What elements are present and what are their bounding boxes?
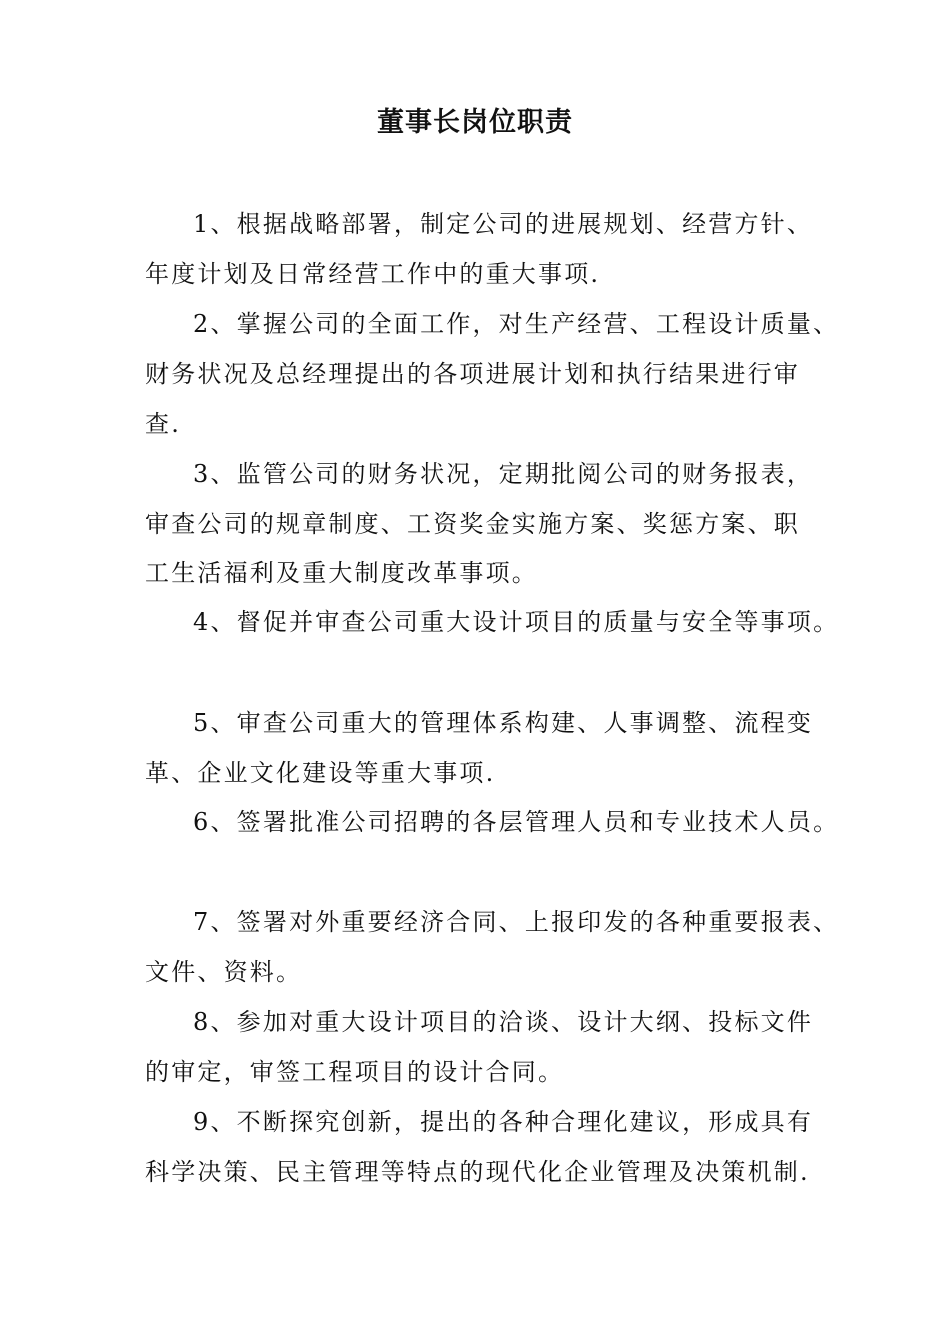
duty-item-2-line-3: 查. [145, 410, 182, 438]
duty-item-9-line-1: 9、不断探究创新，提出的各种合理化建议，形成具有 [193, 1108, 814, 1136]
duty-item-1-line-1: 1、根据战略部署，制定公司的进展规划、经营方针、 [193, 210, 814, 238]
duty-item-4-line-1: 4、督促并审查公司重大设计项目的质量与安全等事项。 [193, 608, 840, 636]
duty-item-6-line-1: 6、签署批准公司招聘的各层管理人员和专业技术人员。 [193, 808, 840, 836]
duty-item-8-line-2: 的审定，审签工程项目的设计合同。 [145, 1058, 565, 1086]
duty-item-9-line-2: 科学决策、民主管理等特点的现代化企业管理及决策机制. [145, 1158, 810, 1186]
duty-item-1-line-2: 年度计划及日常经营工作中的重大事项. [145, 260, 601, 288]
duty-item-2-line-1: 2、掌握公司的全面工作，对生产经营、工程设计质量、 [193, 310, 840, 338]
duty-item-8-line-1: 8、参加对重大设计项目的洽谈、设计大纲、投标文件 [193, 1008, 814, 1036]
duty-item-3-line-1: 3、监管公司的财务状况，定期批阅公司的财务报表， [193, 460, 814, 488]
duty-item-5-line-1: 5、审查公司重大的管理体系构建、人事调整、流程变 [193, 709, 814, 737]
duty-item-2-line-2: 财务状况及总经理提出的各项进展计划和执行结果进行审 [145, 360, 800, 388]
document-title: 董事长岗位职责 [377, 107, 573, 138]
duty-item-3-line-2: 审查公司的规章制度、工资奖金实施方案、奖惩方案、职 [145, 510, 800, 538]
duty-item-7-line-1: 7、签署对外重要经济合同、上报印发的各种重要报表、 [193, 908, 840, 936]
duty-item-3-line-3: 工生活福利及重大制度改革事项。 [145, 559, 538, 587]
duty-item-7-line-2: 文件、资料。 [145, 958, 303, 986]
duty-item-5-line-2: 革、企业文化建设等重大事项. [145, 759, 496, 787]
